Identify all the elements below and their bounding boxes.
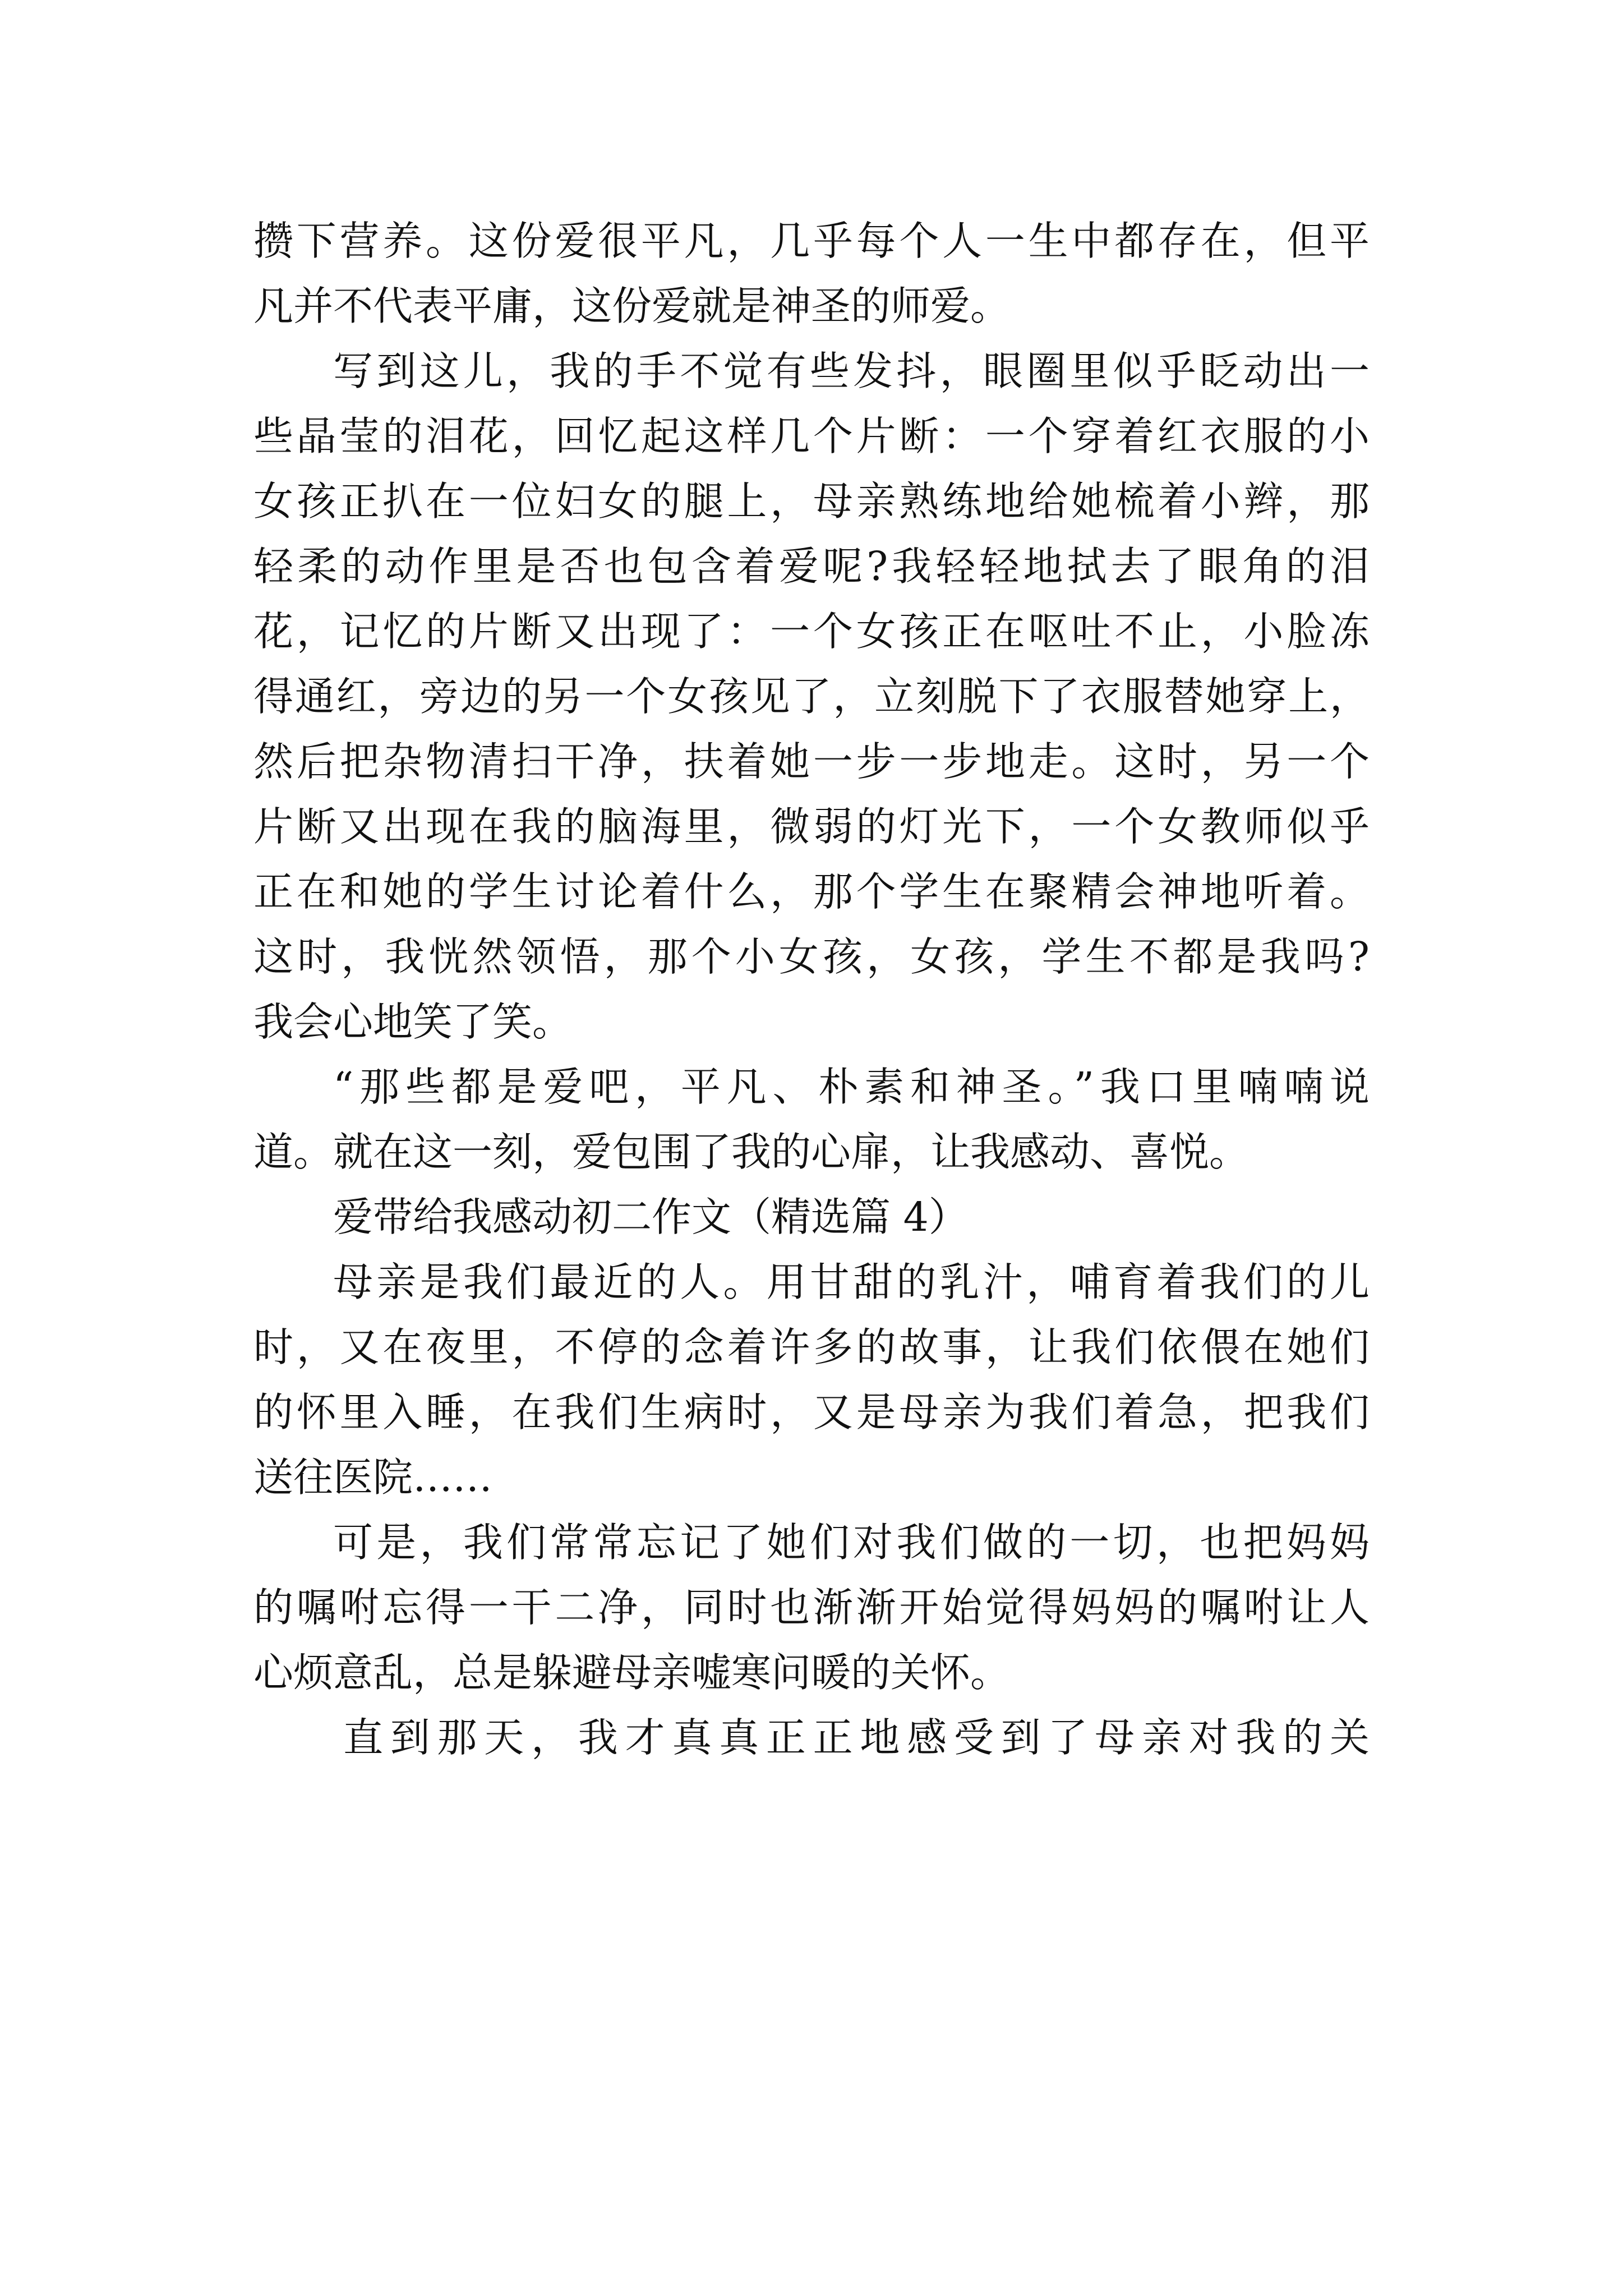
body-line-10: 片断又出现在我的脑海里，微弱的灯光下，一个女教师似乎 — [253, 803, 1370, 850]
body-line-19: 的怀里入睡，在我们生病时，又是母亲为我们着急，把我们 — [253, 1389, 1370, 1435]
quote-paragraph-line: “那些都是爱吧，平凡、朴素和神圣。”我口里喃喃说 — [333, 1064, 1370, 1110]
document-body — [253, 209, 1370, 1770]
body-line-4: 些晶莹的泪花，回忆起这样几个片断：一个穿着红衣服的小 — [253, 413, 1370, 459]
paragraph-start-line: 可是，我们常常忘记了她们对我们做的一切，也把妈妈 — [333, 1519, 1370, 1566]
body-line-2: 凡并不代表平庸，这份爱就是神圣的师爱。 — [253, 283, 1011, 329]
body-line-6: 轻柔的动作里是否也包含着爱呢?我轻轻地拭去了眼角的泪 — [253, 543, 1370, 590]
body-line-13: 我会心地笑了笑。 — [253, 999, 573, 1045]
section-heading: 爱带给我感动初二作文（精选篇 4） — [333, 1194, 969, 1240]
paragraph-start-line: 直到那天，我才真真正正地感受到了母亲对我的关 — [343, 1714, 1370, 1761]
body-line-18: 时，又在夜里，不停的念着许多的故事，让我们依偎在她们 — [253, 1324, 1370, 1370]
body-line-5: 女孩正扒在一位妇女的腿上，母亲熟练地给她梳着小辫，那 — [253, 478, 1370, 524]
body-line-23: 心烦意乱，总是躲避母亲嘘寒问暖的关怀。 — [253, 1649, 1011, 1696]
paragraph-start-line: 写到这儿，我的手不觉有些发抖，眼圈里似乎眨动出一 — [333, 348, 1370, 394]
body-line-9: 然后把杂物清扫干净，扶着她一步一步地走。这时，另一个 — [253, 738, 1370, 785]
body-line-22: 的嘱咐忘得一干二净，同时也渐渐开始觉得妈妈的嘱咐让人 — [253, 1584, 1370, 1631]
body-line-12: 这时，我恍然领悟，那个小女孩，女孩，学生不都是我吗? — [253, 933, 1370, 980]
body-line-7: 花，记忆的片断又出现了：一个女孩正在呕吐不止，小脸冻 — [253, 608, 1370, 655]
body-line-1: 攒下营养。这份爱很平凡，几乎每个人一生中都存在，但平 — [253, 218, 1370, 264]
paragraph-start-line: 母亲是我们最近的人。用甘甜的乳汁，哺育着我们的儿 — [333, 1259, 1370, 1305]
body-line-20: 送往医院…… — [253, 1454, 493, 1501]
body-line-11: 正在和她的学生讨论着什么，那个学生在聚精会神地听着。 — [253, 868, 1370, 915]
body-line-8: 得通红，旁边的另一个女孩见了，立刻脱下了衣服替她穿上， — [253, 673, 1370, 720]
body-line-15: 道。就在这一刻，爱包围了我的心扉，让我感动、喜悦。 — [253, 1129, 1249, 1175]
